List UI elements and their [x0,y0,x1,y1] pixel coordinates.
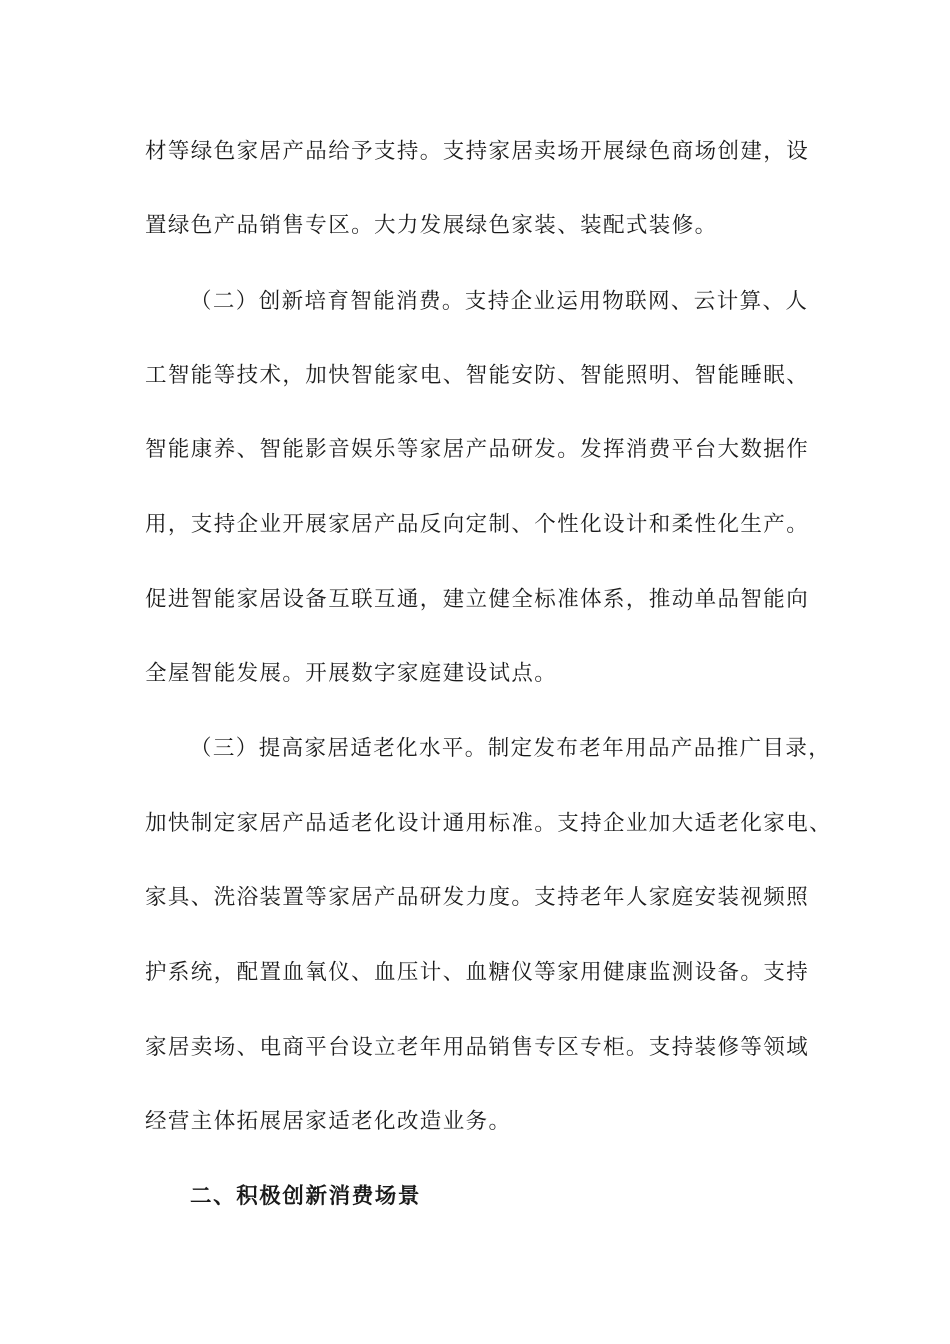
paragraph-line: 材等绿色家居产品给予支持。支持家居卖场开展绿色商场创建，设 [145,139,810,164]
section-heading: 二、积极创新消费场景 [190,1184,422,1209]
paragraph-line: （二）创新培育智能消费。支持企业运用物联网、云计算、人 [190,289,809,314]
paragraph-line: 经营主体拓展居家适老化改造业务。 [145,1109,512,1134]
paragraph-line: 智能康养、智能影音娱乐等家居产品研发。发挥消费平台大数据作 [145,437,810,462]
paragraph-line: 护系统，配置血氧仪、血压计、血糖仪等家用健康监测设备。支持 [145,960,810,985]
paragraph-line: 家具、洗浴装置等家居产品研发力度。支持老年人家庭安装视频照 [145,885,810,910]
paragraph-line: 加快制定家居产品适老化设计通用标准。支持企业加大适老化家电、 [145,811,833,836]
paragraph-line: 促进智能家居设备互联互通，建立健全标准体系，推动单品智能向 [145,587,810,612]
paragraph-line: 置绿色产品销售专区。大力发展绿色家装、装配式装修。 [145,213,718,238]
paragraph-line: 家居卖场、电商平台设立老年用品销售专区专柜。支持装修等领域 [145,1035,810,1060]
paragraph-line: 全屋智能发展。开展数字家庭建设试点。 [145,661,558,686]
paragraph-line: 工智能等技术，加快智能家电、智能安防、智能照明、智能睡眠、 [145,363,810,388]
paragraph-line: 用，支持企业开展家居产品反向定制、个性化设计和柔性化生产。 [145,512,810,537]
paragraph-line: （三）提高家居适老化水平。制定发布老年用品产品推广目录， [190,736,832,761]
